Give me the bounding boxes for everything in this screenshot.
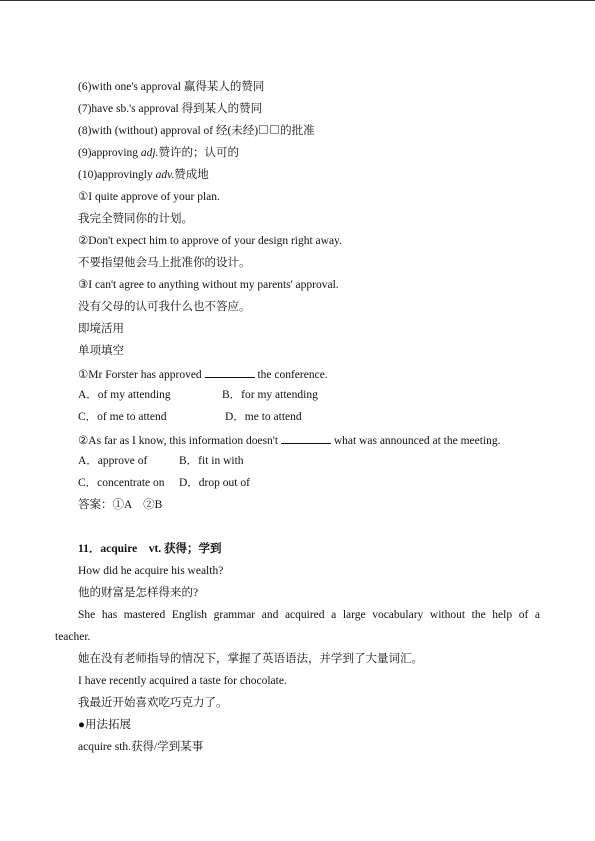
usage-item-9-pos: adj. [140, 147, 159, 159]
example-translation: 不要指望他会马上批准你的设计。 [78, 257, 251, 269]
word: a [534, 609, 540, 621]
option-d: D．drop out of [179, 477, 250, 489]
usage-item-7: (7)have sb.'s approval 得到某人的赞同 [78, 103, 263, 115]
word: She [78, 609, 96, 621]
long-example-sentence [78, 608, 540, 622]
option-a: A．approve of [78, 455, 148, 467]
option-b: B．for my attending [222, 389, 318, 401]
section-heading: 11．acquire vt. 获得；学到 [78, 543, 222, 555]
usage-item-8 [78, 124, 315, 138]
usage-item-10-word: (10)approvingly [78, 169, 156, 181]
word: and [261, 609, 279, 621]
option-a: A．of my attending [78, 389, 171, 401]
answer-blank [205, 366, 255, 378]
word: a [331, 609, 337, 621]
answer-blank [281, 432, 331, 444]
word: grammar [213, 609, 256, 621]
example-translation: 没有父母的认可我什么也不答应。 [78, 301, 251, 313]
word: mastered [123, 609, 166, 621]
usage-item-8-suffix: 的批准 [280, 125, 315, 137]
long-example-sentence-end: teacher. [55, 631, 91, 643]
word: help [492, 609, 513, 621]
example-translation: 他的财富是怎样得来的? [78, 587, 199, 599]
answer-key: 答案：①A ②B [78, 499, 163, 511]
usage-extension-item: acquire sth.获得/学到某事 [78, 741, 204, 753]
example-sentence: ③I can't agree to anything without my parents' approval. [78, 279, 339, 291]
usage-item-9-meaning: 赞许的；认可的 [158, 147, 239, 159]
usage-item-10 [78, 168, 209, 182]
question-2 [78, 432, 501, 448]
word: vocabulary [372, 609, 424, 621]
option-b: B．fit in with [179, 455, 244, 467]
question-2-stem: ②As far as I know, this information doesn't [78, 435, 281, 447]
example-sentence: How did he acquire his wealth? [78, 565, 224, 577]
example-sentence: ②Don't expect him to approve of your design right away. [78, 235, 342, 247]
usage-item-10-meaning: 赞成地 [174, 169, 209, 181]
usage-item-10-pos: adv. [155, 169, 175, 181]
missing-glyph-icon [259, 125, 268, 134]
example-sentence: I have recently acquired a taste for chocolate. [78, 675, 287, 687]
word: large [342, 609, 366, 621]
usage-item-9-word: (9)approving [78, 147, 141, 159]
usage-item-9 [78, 146, 239, 160]
example-translation: 她在没有老师指导的情况下，掌握了英语语法，并学到了大量词汇。 [78, 653, 423, 665]
example-translation: 我完全赞同你的计划。 [78, 213, 193, 225]
question-1-tail: the conference. [254, 369, 328, 381]
example-translation: 我最近开始喜欢吃巧克力了。 [78, 697, 228, 709]
option-d: D．me to attend [225, 411, 302, 423]
usage-item-6: (6)with one's approval 赢得某人的赞同 [78, 81, 265, 93]
usage-extension-heading: ●用法拓展 [78, 719, 131, 731]
usage-item-8-prefix: (8)with (without) approval of 经(未经) [78, 125, 259, 137]
word: English [171, 609, 208, 621]
option-c: C．of me to attend [78, 411, 167, 423]
example-sentence: ①I quite approve of your plan. [78, 191, 220, 203]
option-c: C．concentrate on [78, 477, 165, 489]
word: without [429, 609, 466, 621]
header-rule [0, 0, 595, 1]
word: acquired [284, 609, 325, 621]
word: has [101, 609, 118, 621]
word: the [471, 609, 486, 621]
word: of [518, 609, 529, 621]
question-1-stem: ①Mr Forster has approved [78, 369, 205, 381]
missing-glyph-icon [270, 125, 279, 134]
question-2-tail: what was announced at the meeting. [330, 435, 501, 447]
question-1 [78, 366, 328, 382]
exercise-type: 单项填空 [78, 345, 124, 357]
exercise-heading: 即境活用 [78, 323, 124, 335]
